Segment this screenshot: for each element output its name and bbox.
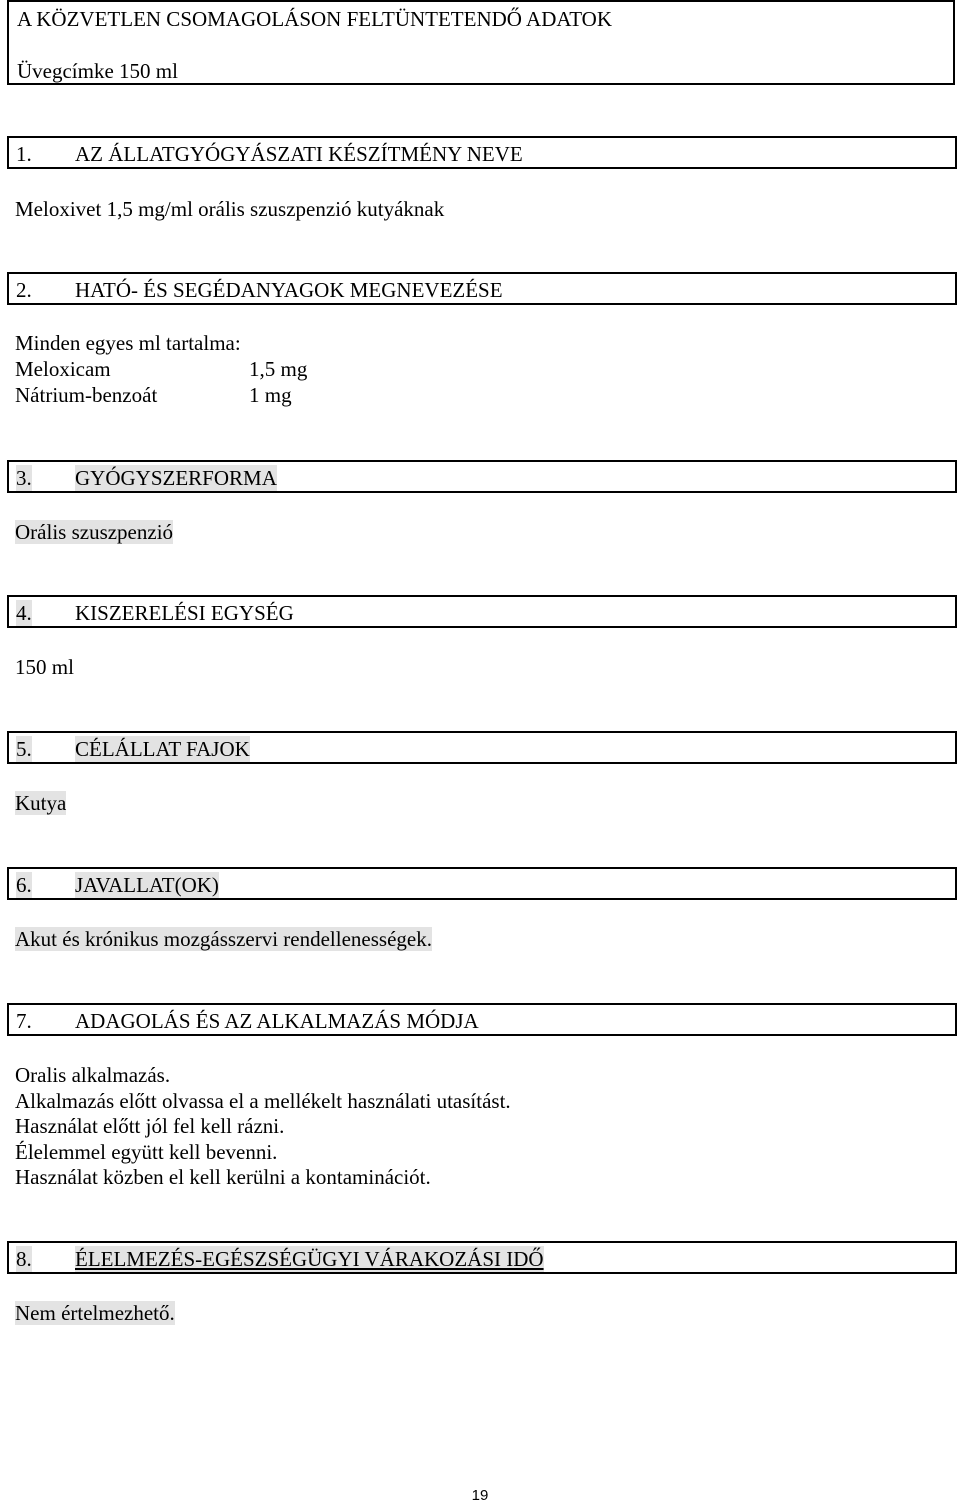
section-4-number: 4. <box>16 601 32 625</box>
section-1-header <box>7 136 957 169</box>
section-6-title: JAVALLAT(OK) <box>75 873 219 897</box>
indications: Akut és krónikus mozgásszervi rendellenességek. <box>15 927 432 951</box>
document-title: A KÖZVETLEN CSOMAGOLÁSON FELTÜNTETENDŐ ADATOK <box>17 7 612 31</box>
section-8-title: ÉLELMEZÉS-EGÉSZSÉGÜGYI VÁRAKOZÁSI IDŐ <box>75 1247 544 1271</box>
section-8-number: 8. <box>16 1247 32 1271</box>
package-size: 150 ml <box>15 655 74 679</box>
section-5-header <box>7 731 957 764</box>
composition-row <box>15 382 415 408</box>
admin-line: Használat közben el kell kerülni a kontaminációt. <box>15 1165 431 1189</box>
section-3-title: GYÓGYSZERFORMA <box>75 466 277 490</box>
pharmaceutical-form: Orális szuszpenzió <box>15 520 174 544</box>
section-8-header <box>7 1241 957 1274</box>
composition-row <box>15 356 415 382</box>
page-number: 19 <box>471 1487 489 1504</box>
document-header-box <box>7 0 955 85</box>
withdrawal-period: Nem értelmezhető. <box>15 1301 175 1325</box>
admin-line: Alkalmazás előtt olvassa el a mellékelt használati utasítást. <box>15 1089 511 1113</box>
target-species: Kutya <box>15 791 67 815</box>
ingredient-name: Nátrium-benzoát <box>15 383 158 407</box>
ingredient-value: 1 mg <box>249 383 292 407</box>
section-3-header <box>7 460 957 493</box>
section-7-header <box>7 1003 957 1036</box>
admin-line: Élelemmel együtt kell bevenni. <box>15 1140 278 1164</box>
section-1-number: 1. <box>16 142 32 166</box>
composition-intro: Minden egyes ml tartalma: <box>15 331 241 355</box>
section-5-number: 5. <box>16 737 32 761</box>
ingredient-value: 1,5 mg <box>249 357 308 381</box>
section-4-header <box>7 595 957 628</box>
ingredient-name: Meloxicam <box>15 357 111 381</box>
section-2-number: 2. <box>16 278 32 302</box>
section-6-header <box>7 867 957 900</box>
section-7-number: 7. <box>16 1009 32 1033</box>
section-2-header <box>7 272 957 305</box>
section-7-title: ADAGOLÁS ÉS AZ ALKALMAZÁS MÓDJA <box>75 1009 479 1033</box>
section-4-title: KISZERELÉSI EGYSÉG <box>75 601 294 625</box>
section-5-title: CÉLÁLLAT FAJOK <box>75 737 250 761</box>
admin-line: Oralis alkalmazás. <box>15 1063 171 1087</box>
product-name: Meloxivet 1,5 mg/ml orális szuszpenzió kutyáknak <box>15 197 445 221</box>
section-3-number: 3. <box>16 466 32 490</box>
section-6-number: 6. <box>16 873 32 897</box>
section-1-title: AZ ÁLLATGYÓGYÁSZATI KÉSZÍTMÉNY NEVE <box>75 142 523 166</box>
section-2-title: HATÓ- ÉS SEGÉDANYAGOK MEGNEVEZÉSE <box>75 278 503 302</box>
document-subtitle: Üvegcímke 150 ml <box>17 59 178 83</box>
admin-line: Használat előtt jól fel kell rázni. <box>15 1114 285 1138</box>
